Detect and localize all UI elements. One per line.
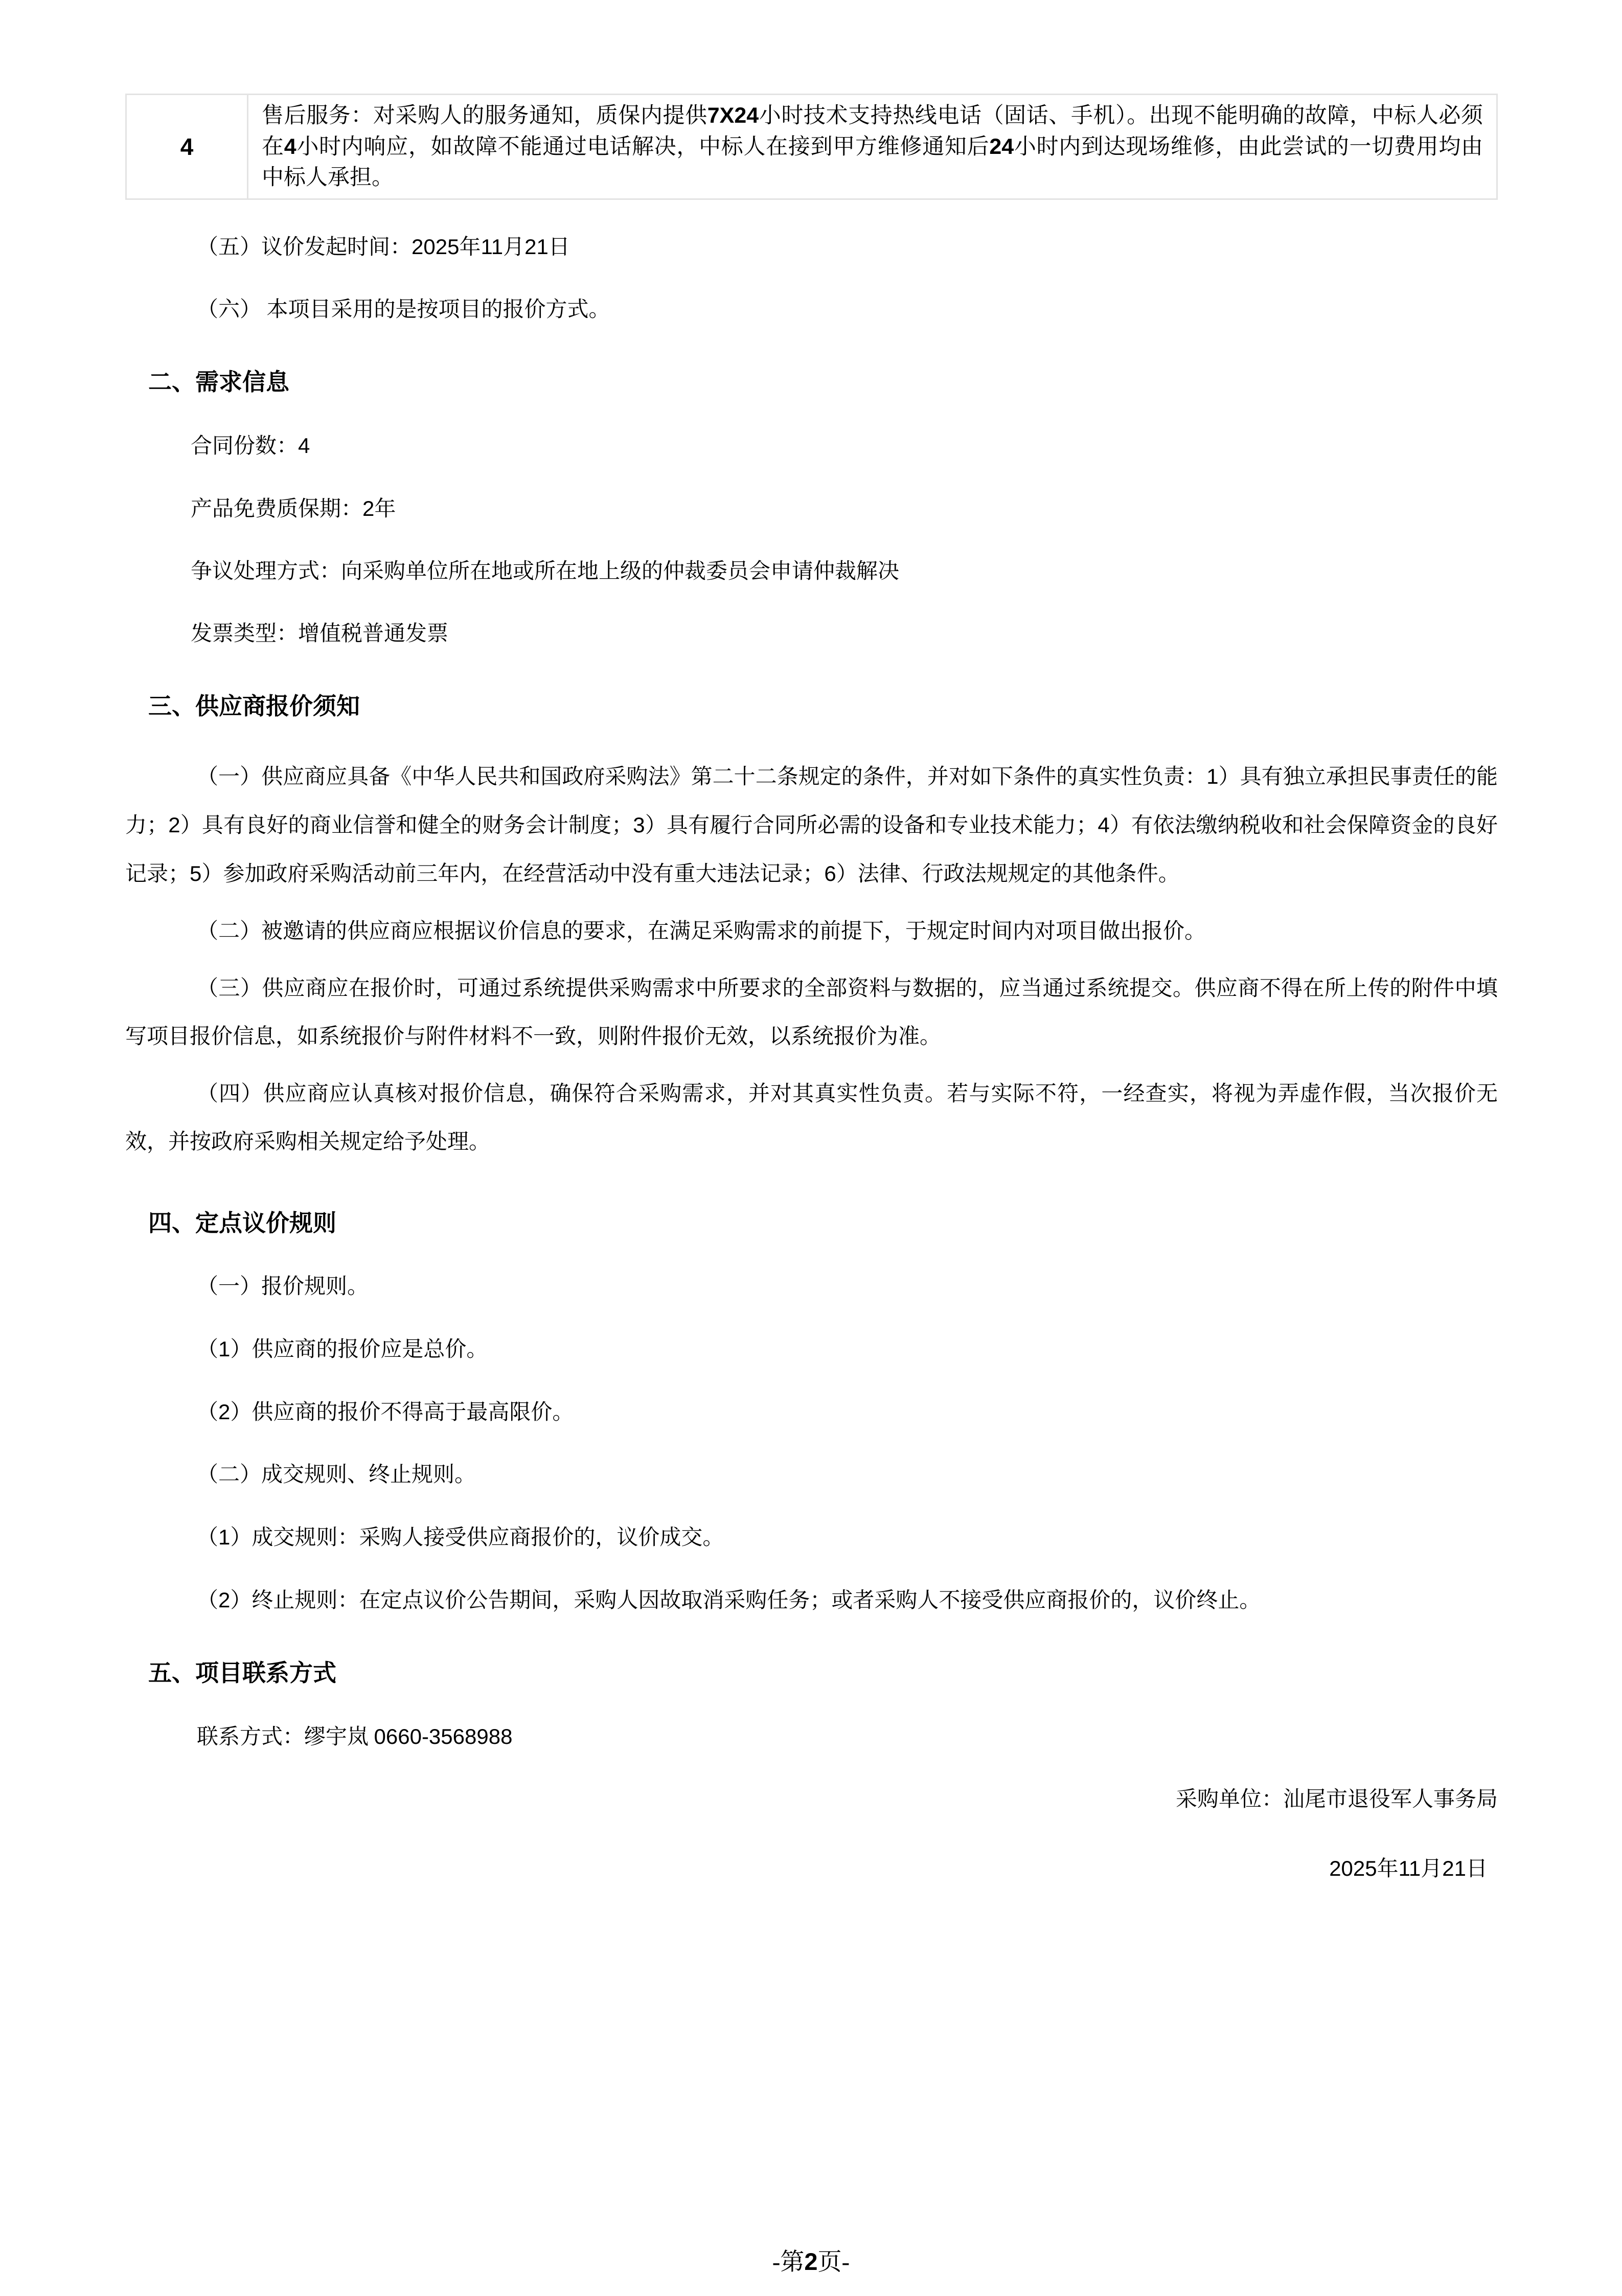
rules-quote-rule-1: （1）供应商的报价应是总价。	[197, 1337, 488, 1361]
demand-dispute-resolution: 争议处理方式：向采购单位所在地或所在地上级的仲裁委员会申请仲裁解决	[191, 560, 900, 583]
row-content-cell: 售后服务：对采购人的服务通知，质保内提供7X24小时技术支持热线电话（固话、手机）。出现不能明确的故障，中标人必须在4小时内响应，如故障不能通过电话解决，中标人在接到甲方维修通知后24小时内到达现场维修，由此尝试的一切费用均由中标人承担。	[248, 95, 1497, 199]
service-table	[125, 94, 1498, 200]
section-notice-title: 三、供应商报价须知	[148, 693, 360, 719]
notice-system-submission: （三）供应商应在报价时，可通过系统提供采购需求中所要求的全部资料与数据的，应当通过系统提交。供应商不得在所上传的附件中填写项目报价信息，如系统报价与附件材料不一致，则附件报价无效，以系统报价为准。	[125, 977, 1498, 1049]
notice-quote-requirement: （二）被邀请的供应商应根据议价信息的要求，在满足采购需求的前提下，于规定时间内对项目做出报价。	[197, 920, 1206, 943]
purchaser-unit: 采购单位：汕尾市退役军人事务局	[1175, 1788, 1498, 1811]
table-row	[126, 95, 1497, 199]
notice-quote-verification: （四）供应商应认真核对报价信息，确保符合采购需求，并对其真实性负责。若与实际不符，一经查实，将视为弄虚作假，当次报价无效，并按政府采购相关规定给予处理。	[125, 1082, 1498, 1154]
contact-line: 联系方式：缪宇岚 0660-3568988	[197, 1724, 513, 1749]
issue-date: 2025年11月21日	[1329, 1856, 1488, 1881]
quote-method: （六） 本项目采用的是按项目的报价方式。	[197, 298, 610, 322]
section-contact-title: 五、项目联系方式	[148, 1660, 336, 1686]
demand-invoice-type: 发票类型：增值税普通发票	[191, 622, 449, 646]
rules-quote-rule-title: （一）报价规则。	[197, 1275, 369, 1299]
demand-contract-copies: 合同份数：4	[191, 434, 310, 458]
rules-termination-rule: （2）终止规则：在定点议价公告期间，采购人因故取消采购任务；或者采购人不接受供应商报价的，议价终止。	[197, 1588, 1261, 1612]
rules-deal-rule-title: （二）成交规则、终止规则。	[197, 1463, 476, 1487]
section-demand-title: 二、需求信息	[148, 369, 289, 395]
page-number: -第2页-	[772, 2248, 850, 2276]
demand-warranty-period: 产品免费质保期：2年	[191, 496, 396, 521]
row-number-cell: 4	[126, 95, 248, 199]
notice-supplier-qualification: （一）供应商应具备《中华人民共和国政府采购法》第二十二条规定的条件，并对如下条件的真实性负责：1）具有独立承担民事责任的能力；2）具有良好的商业信誉和健全的财务会计制度；3）具有履行合同所必需的设备和专业技术能力；4）有依法缴纳税收和社会保障资金的良好记录；5）参加政府采购活动前三年内，在经营活动中没有重大违法记录；6）法律、行政法规规定的其他条件。	[125, 764, 1498, 886]
negotiation-start-time: （五）议价发起时间：2025年11月21日	[197, 235, 570, 259]
rules-quote-rule-2: （2）供应商的报价不得高于最高限价。	[197, 1400, 574, 1424]
rules-deal-rule-1: （1）成交规则：采购人接受供应商报价的，议价成交。	[197, 1525, 724, 1550]
section-rules-title: 四、定点议价规则	[148, 1210, 336, 1236]
